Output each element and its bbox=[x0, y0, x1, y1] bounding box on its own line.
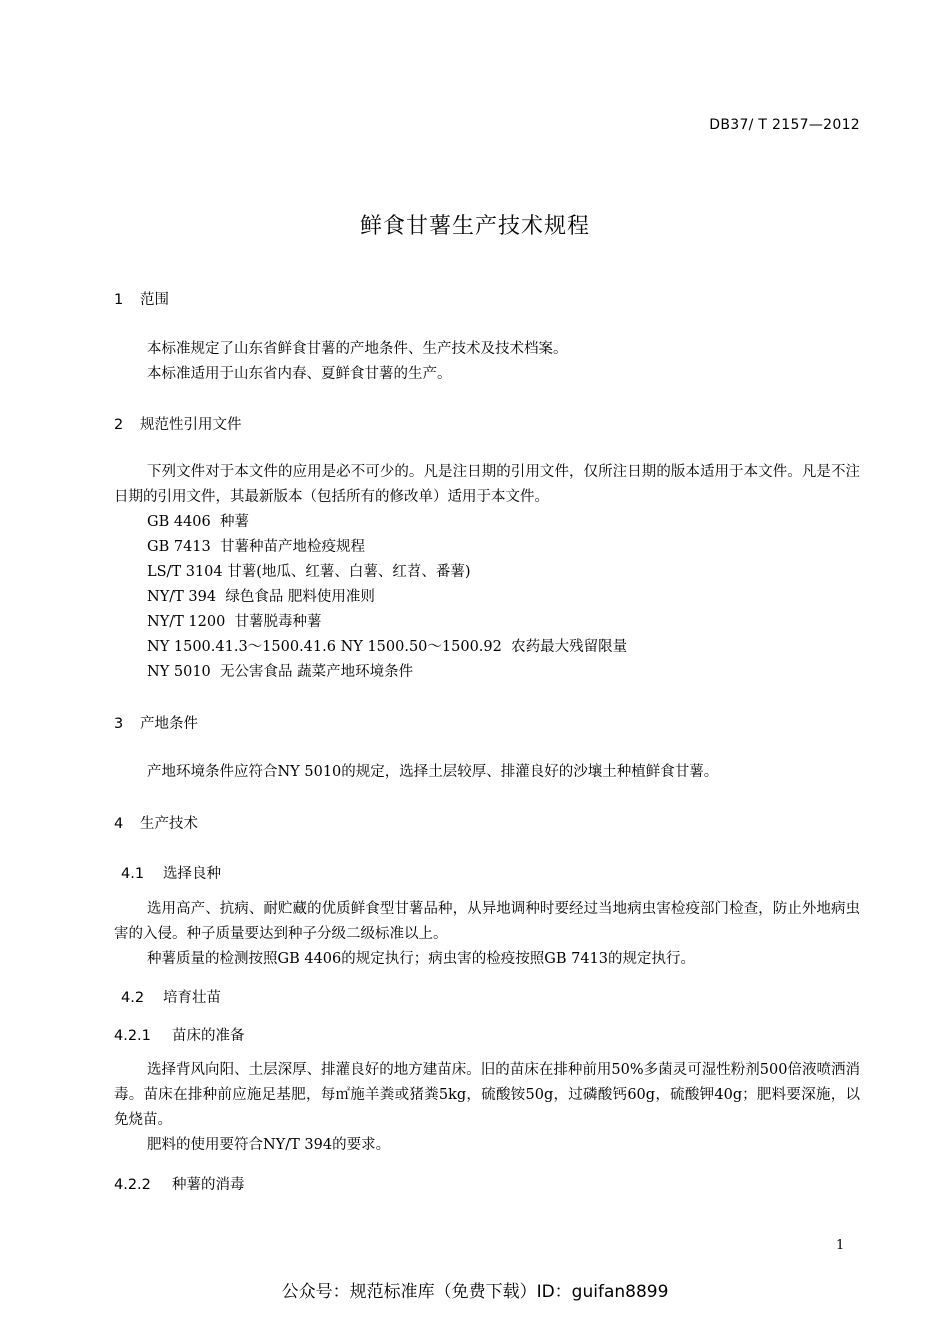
reference-item: NY/T 1200 甘薯脱毒种薯 bbox=[147, 614, 322, 630]
footer-watermark: 公众号：规范标准库（免费下载）ID：guifan8899 bbox=[281, 1282, 669, 1302]
section-1-heading bbox=[114, 288, 169, 309]
paragraph: 下列文件对于本文件的应用是必不可少的。凡是注日期的引用文件，仅所注日期的版本适用于本文件。凡是不注日期的引用文件，其最新版本（包括所有的修改单）适用于本文件。 bbox=[114, 464, 860, 505]
reference-item: GB 4406 种薯 bbox=[147, 514, 249, 530]
section-number: 4.1 bbox=[121, 866, 145, 882]
section-number: 3 bbox=[114, 716, 124, 732]
section-3-heading bbox=[114, 712, 198, 733]
page-number: 1 bbox=[836, 1238, 845, 1253]
paragraph: 选用高产、抗病、耐贮藏的优质鲜食型甘薯品种，从异地调种时要经过当地病虫害检疫部门检查，防止外地病虫害的入侵。种子质量要达到种子分级二级标准以上。 bbox=[114, 901, 860, 942]
page-title: 鲜食甘薯生产技术规程 bbox=[359, 214, 590, 239]
section-title: 种薯的消毒 bbox=[172, 1177, 245, 1193]
paragraph: 肥料的使用要符合NY/T 394的要求。 bbox=[147, 1137, 391, 1153]
subsection-4-1-heading bbox=[121, 862, 221, 883]
section-number: 4.2 bbox=[121, 990, 145, 1006]
paragraph: 本标准规定了山东省鲜食甘薯的产地条件、生产技术及技术档案。 bbox=[147, 341, 568, 357]
paragraph: 产地环境条件应符合NY 5010的规定，选择土层较厚、排灌良好的沙壤土种植鲜食甘薯。 bbox=[147, 764, 719, 780]
section-number: 1 bbox=[114, 292, 124, 308]
section-title: 规范性引用文件 bbox=[140, 417, 242, 433]
reference-item: NY 1500.41.3～1500.41.6 NY 1500.50～1500.92 农药最大残留限量 bbox=[147, 639, 628, 655]
reference-item: GB 7413 甘薯种苗产地检疫规程 bbox=[147, 539, 365, 555]
paragraph: 种薯质量的检测按照GB 4406的规定执行；病虫害的检疫按照GB 7413的规定执行。 bbox=[147, 951, 695, 967]
subsection-4-2-1-heading bbox=[114, 1024, 245, 1045]
section-4-heading bbox=[114, 812, 198, 833]
reference-item: NY 5010 无公害食品 蔬菜产地环境条件 bbox=[147, 664, 414, 680]
reference-item: NY/T 394 绿色食品 肥料使用准则 bbox=[147, 589, 375, 605]
section-title: 苗床的准备 bbox=[172, 1028, 245, 1044]
section-number: 4.2.1 bbox=[114, 1028, 151, 1044]
subsection-4-2-heading bbox=[121, 986, 221, 1007]
section-number: 4.2.2 bbox=[114, 1177, 151, 1193]
section-title: 生产技术 bbox=[140, 816, 198, 832]
subsection-4-2-2-heading bbox=[114, 1173, 245, 1194]
section-title: 产地条件 bbox=[140, 716, 198, 732]
reference-item: LS/T 3104 甘薯(地瓜、红薯、白薯、红苕、番薯) bbox=[147, 564, 471, 580]
section-number: 4 bbox=[114, 816, 124, 832]
document-code: DB37/ T 2157—2012 bbox=[709, 117, 860, 133]
paragraph: 选择背风向阳、土层深厚、排灌良好的地方建苗床。旧的苗床在排种前用50%多菌灵可湿性粉剂500倍液喷洒消毒。苗床在排种前应施足基肥，每㎡施羊粪或猪粪5kg，硫酸铵50g，过磷酸钙60g，硫酸钾40g；肥料要深施，以免烧苗。 bbox=[114, 1062, 860, 1128]
section-number: 2 bbox=[114, 417, 124, 433]
section-title: 培育壮苗 bbox=[163, 990, 221, 1006]
paragraph: 本标准适用于山东省内春、夏鲜食甘薯的生产。 bbox=[147, 366, 452, 382]
section-title: 选择良种 bbox=[163, 866, 221, 882]
section-title: 范围 bbox=[140, 292, 169, 308]
section-2-heading bbox=[114, 413, 242, 434]
